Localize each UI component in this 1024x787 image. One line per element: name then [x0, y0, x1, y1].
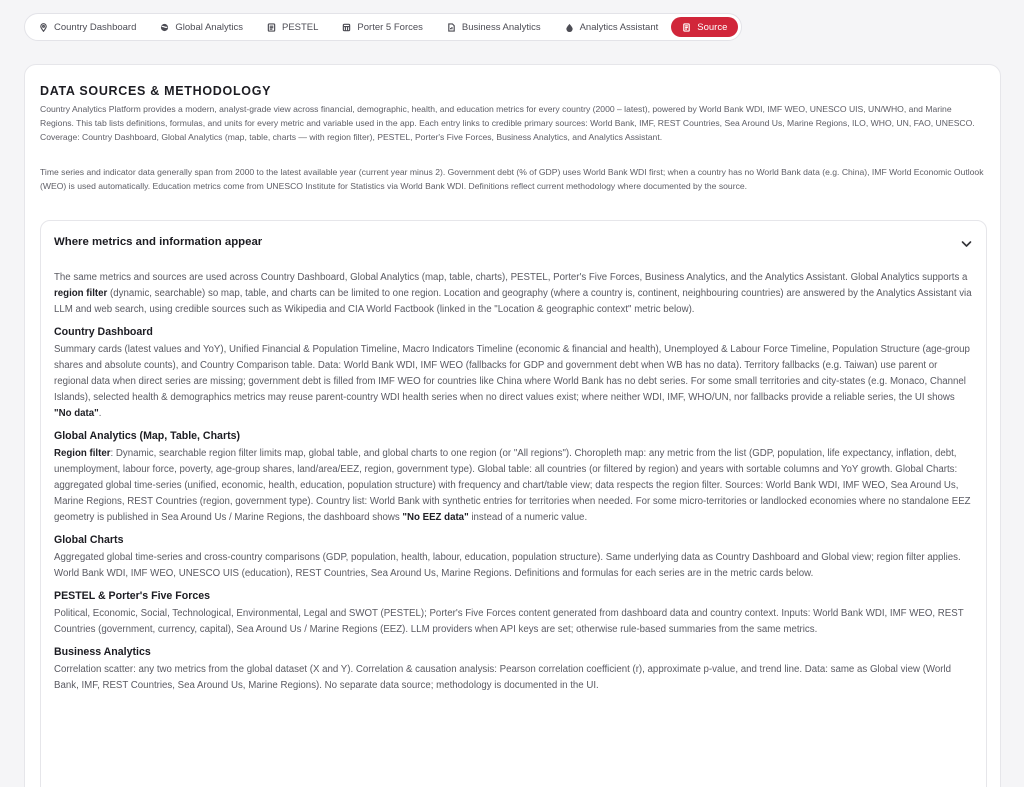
tab-label: Global Analytics: [175, 21, 243, 33]
location-pin-icon: [39, 23, 48, 32]
intro-paragraph-2: Time series and indicator data generally span from 2000 to the latest available year (current year minus 2). Government debt (% of GDP) uses World Bank WDI first; when a country has no World Bank data (e.g. China), IMF World Economic Outlook (WEO) is used automatically. Education metrics come from UNESCO Institute for Statistics via World Bank WDI. Definitions reflect current methodology where documented by the source.: [40, 167, 984, 192]
metrics-location-accordion: [40, 220, 987, 787]
tab-label: Porter 5 Forces: [357, 21, 423, 33]
accordion-body: [54, 266, 974, 694]
calendar-grid-icon: [342, 23, 351, 32]
assistant-drop-icon: [565, 23, 574, 32]
tab-label: Country Dashboard: [54, 21, 137, 33]
document-list-icon: [267, 23, 276, 32]
globe-icon: [160, 23, 169, 32]
intro-paragraph: Country Analytics Platform provides a modern, analyst-grade view across financial, demographic, health, and education metrics for every country (2000 – latest), powered by World Bank WDI, IMF WEO, UNESCO UIS, UN/WHO, and Marine Regions. This tab lists definitions, formulas, and units for every metric and variable used in the app. Each entry links to credible primary sources: World Bank, IMF, REST Countries, Sea Around Us, Marine Regions, ILO, WHO, UN, FAO, UNESCO. Coverage: Country Dashboard, Global Analytics (map, table, charts — with region filter), PESTEL, Porter's Five Forces, Business Analytics, and Analytics Assistant.: [40, 104, 975, 143]
file-chart-icon: [447, 23, 456, 32]
tab-porter-5-forces[interactable]: [331, 17, 433, 37]
tab-label: PESTEL: [281, 21, 319, 33]
chevron-down-icon[interactable]: [961, 240, 972, 248]
section-title-business-analytics: Business Analytics: [54, 646, 151, 658]
section-text-global-charts: Aggregated global time-series and cross-country comparisons (GDP, population, health, labour, education, population structure). Same underlying data as Country Dashboard and Global view; region filter applies. World Bank WDI, IMF WEO, UNESCO UIS (education), REST Countries, Sea Around Us, Marine Regions. Definitions and formulas for each series are in the metric cards below.: [54, 552, 961, 579]
tab-business-analytics[interactable]: [436, 17, 552, 37]
accordion-title: Where metrics and information appear: [54, 236, 263, 248]
section-text-country-dashboard: Summary cards (latest values and YoY), Unified Financial & Population Timeline, Macro Indicators Timeline (economic & financial and health), Unemployed & Labour Force Timeline, Population Structure (age-group shares and absolute counts), and Country Comparison table. Data: World Bank WDI, IMF WEO (fallbacks for GDP and government debt when WB has no data). Territory fallbacks (e.g. Taiwan) use parent or regional data when direct series are missing; government debt is filled from IMF WEO for countries like China where World Bank has no debt series. For some small territories and city-states (e.g. Monaco, Channel Islands), selected health & demographics metrics may reuse parent-country WDI health series when no direct values exist; where neither WDI, IMF, WHO/UN, nor fallbacks provide a reliable series, the UI shows "No data".: [54, 344, 970, 419]
top-nav: [24, 13, 742, 41]
tab-label: Source: [697, 21, 728, 33]
data-sources-card: [24, 64, 1001, 787]
section-title-pestel: PESTEL & Porter's Five Forces: [54, 590, 210, 602]
document-icon: [682, 23, 691, 32]
tab-source[interactable]: [671, 17, 738, 37]
overview-text: The same metrics and sources are used across Country Dashboard, Global Analytics (map, table, charts), PESTEL, Porter's Five Forces, Business Analytics, and the Analytics Assistant. Global Analytics supports a region filter (dynamic, searchable) so map, table, and charts can be limited to one region. Location and geography (where a country is, continent, neighbouring countries) are answered by the Analytics Assistant via LLM and web search, using credible sources such as Wikipedia and CIA World Factbook (linked in the "Location & geographic context" metric below).: [54, 272, 972, 315]
tab-country-dashboard[interactable]: [28, 17, 147, 37]
accordion-header[interactable]: [41, 221, 986, 265]
tab-label: Business Analytics: [461, 21, 541, 33]
section-text-global-analytics: Region filter: Dynamic, searchable region filter limits map, global table, and global charts to one region (or "All regions"). Choropleth map: any metric from the list (GDP, population, life expectancy, inflation, debt, unemployment, labour force, poverty, age-group shares, land/area/EEZ, region, government type). Global table: all countries (or filtered by region) and years with sortable columns and YoY growth. Global Charts: aggregated global time-series (unified, economic, health, education, population structure) with frequency and chart/table view; data respects the region filter. Sources: World Bank WDI, IMF WEO, Sea Around Us, Marine Regions, REST Countries (region, government type). Country list: World Bank with synthetic entries for territories when needed. For some micro-territories or landlocked economies where no standalone EEZ geometry is published in Sea Around Us / Marine Regions, the dashboard shows "No EEZ data" instead of a numeric value.: [54, 448, 971, 523]
section-text-pestel: Political, Economic, Social, Technological, Environmental, Legal and SWOT (PESTEL); Porter's Five Forces content generated from dashboard data and country context. Inputs: World Bank WDI, IMF WEO, REST Countries (government, currency, capital), Sea Around Us / Marine Regions (EEZ). LLM providers when API keys are set; otherwise rule-based summaries from the same metrics.: [54, 608, 964, 635]
section-title-country-dashboard: Country Dashboard: [54, 326, 153, 338]
section-text-business-analytics: Correlation scatter: any two metrics from the global dataset (X and Y). Correlation & causation analysis: Pearson correlation coefficient (r), approximate p-value, and trend line. Data: same as Global view (World Bank, IMF, REST Countries, Sea Around Us, Marine Regions). No separate data source; methodology is documented in the UI.: [54, 664, 952, 691]
tab-analytics-assistant[interactable]: [554, 17, 670, 37]
tab-label: Analytics Assistant: [579, 21, 659, 33]
tab-pestel[interactable]: [256, 17, 329, 37]
section-title-global-charts: Global Charts: [54, 534, 124, 546]
section-title-global-analytics: Global Analytics (Map, Table, Charts): [54, 430, 241, 442]
tab-global-analytics[interactable]: [149, 17, 254, 37]
page-title: DATA SOURCES & METHODOLOGY: [40, 84, 272, 98]
